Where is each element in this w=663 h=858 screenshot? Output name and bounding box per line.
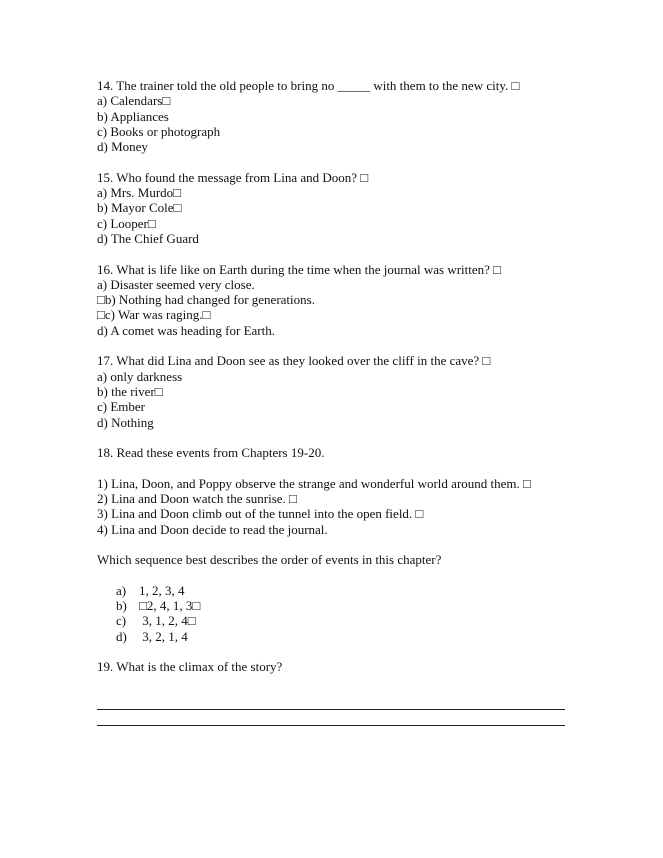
answer-option: b) Mayor Cole□ (97, 200, 182, 216)
event-item: 1) Lina, Doon, and Poppy observe the strange and wonderful world around them. □ (97, 475, 531, 491)
question-stem: 17. What did Lina and Doon see as they looked over the cliff in the cave? □ (97, 353, 491, 369)
answer-option: a) only darkness (97, 368, 183, 384)
question-prompt: Which sequence best describes the order of events in this chapter? (97, 552, 442, 568)
answer-option: □b) Nothing had changed for generations. (97, 292, 315, 308)
answer-option: a) Mrs. Murdo□ (97, 185, 182, 201)
answer-option: □c) War was raging.□ (97, 307, 211, 323)
question-stem: 19. What is the climax of the story? (97, 659, 283, 675)
answer-option: b) the river□ (97, 383, 163, 399)
choice-letter: d) (116, 628, 127, 644)
answer-option: d) Money (97, 139, 148, 155)
answer-option: d) The Chief Guard (97, 230, 199, 246)
choice-text: 3, 2, 1, 4 (139, 628, 188, 644)
sequence-choice (116, 613, 567, 628)
answer-option: a) Disaster seemed very close. (97, 276, 255, 292)
question-stem: 14. The trainer told the old people to bring no _____ with them to the new city. □ (97, 78, 520, 93)
question-16 (97, 262, 567, 338)
answer-option: c) Ember (97, 399, 146, 415)
sequence-choice (116, 583, 567, 598)
question-stem: 18. Read these events from Chapters 19-20. (97, 445, 325, 461)
choice-letter: a) (116, 582, 127, 598)
answer-option: c) Looper□ (97, 215, 156, 231)
answer-option: d) A comet was heading for Earth. (97, 322, 275, 338)
question-stem: 16. What is life like on Earth during the time when the journal was written? □ (97, 261, 502, 277)
answer-option: c) Books or photograph (97, 123, 221, 139)
answer-blank-line[interactable] (97, 725, 565, 726)
choice-text: 3, 1, 2, 4□ (139, 613, 196, 629)
sequence-choice (116, 598, 567, 613)
answer-option: b) Appliances (97, 108, 169, 124)
choice-text: □2, 4, 1, 3□ (139, 598, 201, 614)
event-item: 3) Lina and Doon climb out of the tunnel into the open field. □ (97, 506, 424, 522)
worksheet-content (97, 78, 567, 690)
event-item: 4) Lina and Doon decide to read the journal. (97, 521, 328, 537)
choice-letter: c) (116, 613, 127, 629)
sequence-choices (116, 583, 567, 644)
question-14 (97, 78, 567, 154)
choice-letter: b) (116, 598, 127, 614)
choice-text: 1, 2, 3, 4 (139, 582, 185, 598)
answer-blank-line[interactable] (97, 709, 565, 710)
answer-option: d) Nothing (97, 414, 154, 430)
question-stem: 15. Who found the message from Lina and Doon? □ (97, 169, 369, 185)
question-19 (97, 659, 567, 674)
sequence-choice (116, 629, 567, 644)
answer-option: a) Calendars□ (97, 93, 171, 109)
question-17 (97, 353, 567, 429)
event-item: 2) Lina and Doon watch the sunrise. □ (97, 491, 297, 507)
question-18 (97, 445, 567, 644)
question-15 (97, 170, 567, 246)
